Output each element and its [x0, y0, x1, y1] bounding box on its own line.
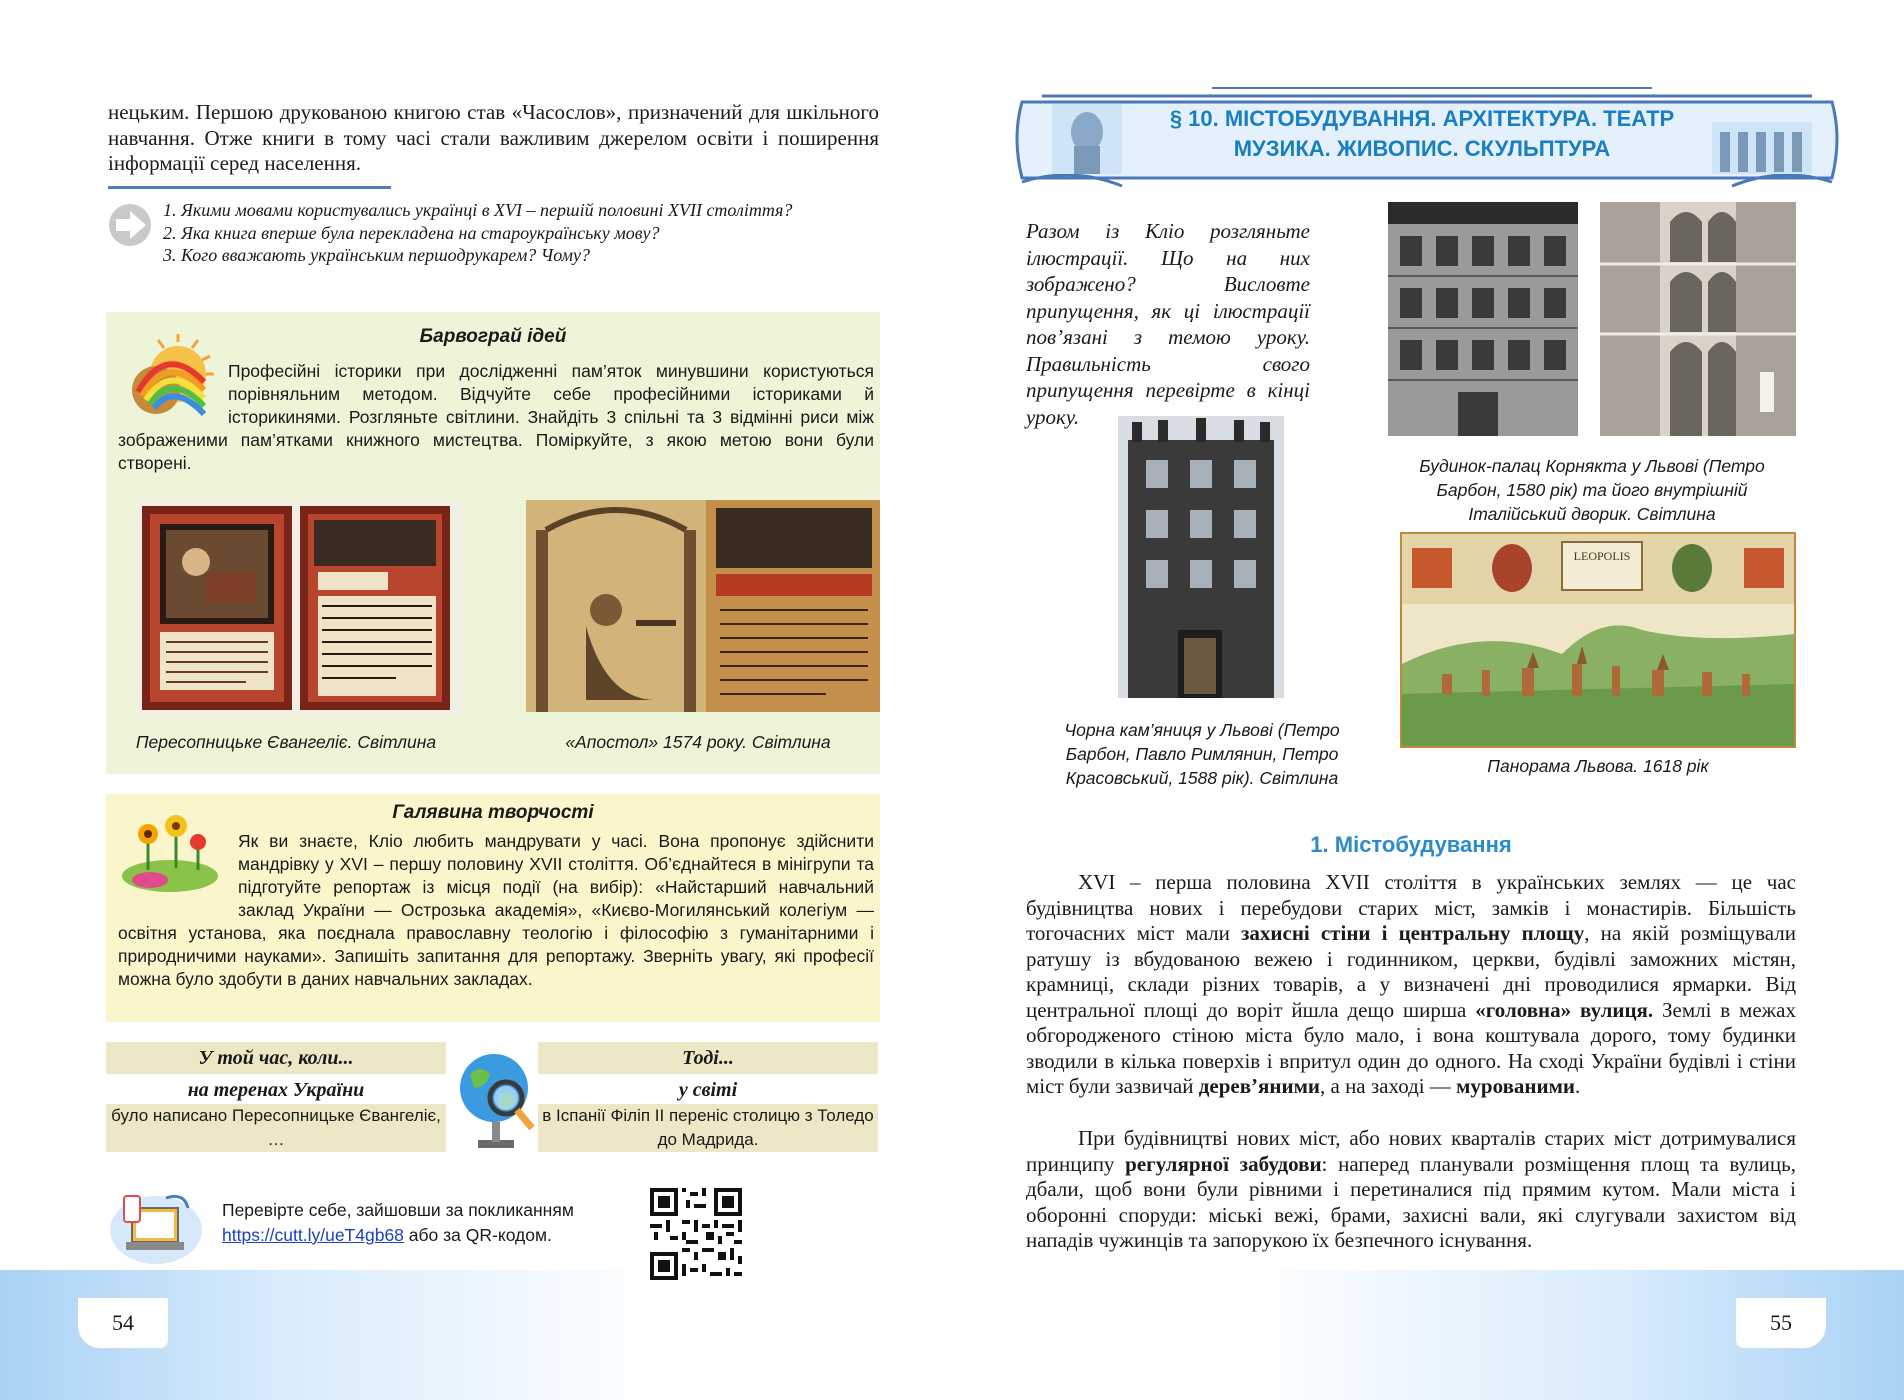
- text-run: , а на заході —: [1320, 1074, 1457, 1098]
- caption-panorama: Панорама Львова. 1618 рік: [1487, 756, 1709, 776]
- lesson-title-line2: МУЗИКА. ЖИВОПИС. СКУЛЬПТУРА: [1233, 136, 1611, 161]
- bold-term: захисні стіни і центральну площу: [1240, 921, 1585, 945]
- check-text-before: Перевірте себе, зайшовши за покликанням: [222, 1200, 574, 1220]
- caption-korniakt: Будинок-палац Корнякта у Львові (Петро Барбон, 1580 рік) та його внутрішній Італійський дворик. Світлина: [1419, 456, 1765, 524]
- arrow-right-icon: [108, 203, 152, 247]
- text-run: При будівництві нових міст, або нових кварталів старих міст дотримувалися принципу: [1026, 1126, 1796, 1176]
- review-questions: [163, 199, 879, 267]
- section-heading: 1. Містобудування: [1310, 832, 1512, 857]
- creativity-box-body: Як ви знаєте, Кліо любить мандрувати у часі. Вона пропонує здійснити мандрівку у XVI – першу половину XVII століття. Об’єднайтеся в мінігрупи та підготуйте репортаж із місця події (на вибір): «Найстарший навчальний заклад України — Острозька академія», «Києво-Могилянський колегіум — освітня установа, яка поєднала православну теологію і філософію з гуманітарними і природничими науками». Запишіть запитання для репортажу. Зверніть увагу, які професії можна було здобути в даних навчальних закладах.: [118, 831, 874, 989]
- bold-term: «головна» вулиця.: [1475, 997, 1654, 1022]
- ideas-box-title: Барвограй ідей: [419, 326, 567, 347]
- check-link[interactable]: https://cutt.ly/ueT4gb68: [222, 1225, 404, 1245]
- ideas-box-body: Професійні історики при дослідженні пам’яток минувшини користуються порівняльним методом. Відчуйте себе професійними істориками й історикинями. Розгляньте світлини. Знайдіть 3 спільні та 3 відмінні риси між зображеними пам’ятками книжного мистецтва. Поміркуйте, з якою метою вони були створені.: [118, 361, 874, 473]
- korniakt-palace-photo: [1388, 202, 1578, 436]
- computer-check-icon: [108, 1186, 204, 1266]
- timeline-right-header: Тоді...: [538, 1042, 878, 1074]
- timeline-right-subheader: у світі: [538, 1076, 878, 1104]
- paragraph-1: [1026, 870, 1796, 1100]
- timeline-right-body: в Іспанії Філіп ІІ переніс столицю з Толедо до Мадрида.: [538, 1104, 878, 1152]
- section-divider: [108, 186, 391, 189]
- paragraph-2: [1026, 1126, 1796, 1254]
- bold-term: дерев’яними: [1198, 1074, 1320, 1098]
- text-run: XVI – перша половина XVII століття в українських землях — це час будівництва нових і перебудови старих міст, замків і монастирів. Більшість тогочасних міст мали: [1026, 870, 1796, 945]
- text-run: Землі в межах обгородженого стіною міста було мало, і вона коштувала дорого, тому будинки зводили в кілька поверхів і впритул один до одного. На сході України будівлі і стіни міст були зазвичай: [1026, 997, 1796, 1098]
- timeline-left-header: У той час, коли...: [106, 1042, 446, 1074]
- intro-paragraph: нецьким. Першою друкованою книгою став «Часослов», призначений для шкільного навчання. Отже книги в тому часі стали важливим джерелом освіти і поширення інформації серед населення.: [108, 100, 879, 175]
- lesson-title-banner: [1012, 82, 1842, 194]
- caption-apostol: «Апостол» 1574 року. Світлина: [565, 732, 831, 752]
- check-text-after: або за QR-кодом.: [408, 1225, 552, 1245]
- question-item: 3. Кого вважають українським першодрукарем? Чому?: [163, 245, 590, 265]
- ideas-box-text: [118, 360, 874, 475]
- peresopnytsia-gospel-image: [136, 500, 462, 716]
- text-run: , на якій розміщували ратушу із вбудованою вежею і годинником, церкви, будівлі заможних містян, крамниці, склади різних товарів, а у визначені дні проводилися ярмарки. Від центральної площі до воріт йшла дещо ширша: [1026, 921, 1796, 1022]
- lesson-title: [1112, 104, 1732, 164]
- bold-term: регулярної забудови: [1125, 1151, 1322, 1176]
- apostol-1574-image: [526, 500, 880, 712]
- icon-spacer: [118, 830, 238, 918]
- intro-italic-paragraph: Разом із Кліо розгляньте ілюстрації. Що на них зображено? Висловте припущення, як ці ілюстрації пов’язані з темою уроку. Правильність свого припущення перевірте в кінці уроку.: [1026, 219, 1310, 429]
- right-page: [952, 0, 1904, 1400]
- ideas-box: [106, 312, 880, 774]
- globe-magnifier-icon: [450, 1044, 536, 1154]
- caption-peresopnytsia: Пересопницьке Євангеліє. Світлина: [135, 732, 437, 752]
- page-number: 55: [1736, 1298, 1826, 1348]
- timeline-left-body: було написано Пересопницьке Євангеліє, …: [106, 1104, 446, 1152]
- lesson-title-line1: § 10. МІСТОБУДУВАННЯ. АРХІТЕКТУРА. ТЕАТР: [1169, 106, 1675, 131]
- creativity-box-title: Галявина творчості: [392, 802, 594, 823]
- qr-code[interactable]: [646, 1184, 746, 1284]
- text-run: : наперед планували розміщення площ та вулиць, дбали, щоб вони були рівними і перетиналися під прямим кутом. Мали міста і оборонні споруди: міські вежі, брами, захисні вали, які слугували захистом від нападів чужинців та запорукою їх безпечного існування.: [1026, 1151, 1796, 1252]
- icon-spacer: [118, 360, 228, 428]
- timeline-left-subheader: на теренах України: [106, 1076, 446, 1104]
- question-item: 1. Якими мовами користувались українці в XVI – першій половині XVII століття?: [163, 200, 793, 220]
- creativity-box: [106, 794, 880, 1022]
- check-yourself-text: [222, 1198, 642, 1248]
- creativity-box-text: [118, 830, 874, 991]
- caption-black-stone-house: Чорна кам’яниця у Львові (Петро Барбон, Павло Римлянин, Петро Красовський, 1588 рік). Світлина: [1064, 720, 1340, 788]
- lviv-panorama-1618: [1400, 532, 1796, 748]
- page-number: 54: [78, 1298, 168, 1348]
- italian-courtyard-photo: [1600, 202, 1796, 436]
- bold-term: мурованими: [1456, 1074, 1576, 1098]
- black-stone-house-photo: [1118, 416, 1284, 698]
- panorama-cartouche-label: LEOPOLIS: [1573, 549, 1631, 563]
- text-run: .: [1575, 1074, 1581, 1098]
- question-item: 2. Яка книга вперше була перекладена на староукраїнську мову?: [163, 222, 660, 243]
